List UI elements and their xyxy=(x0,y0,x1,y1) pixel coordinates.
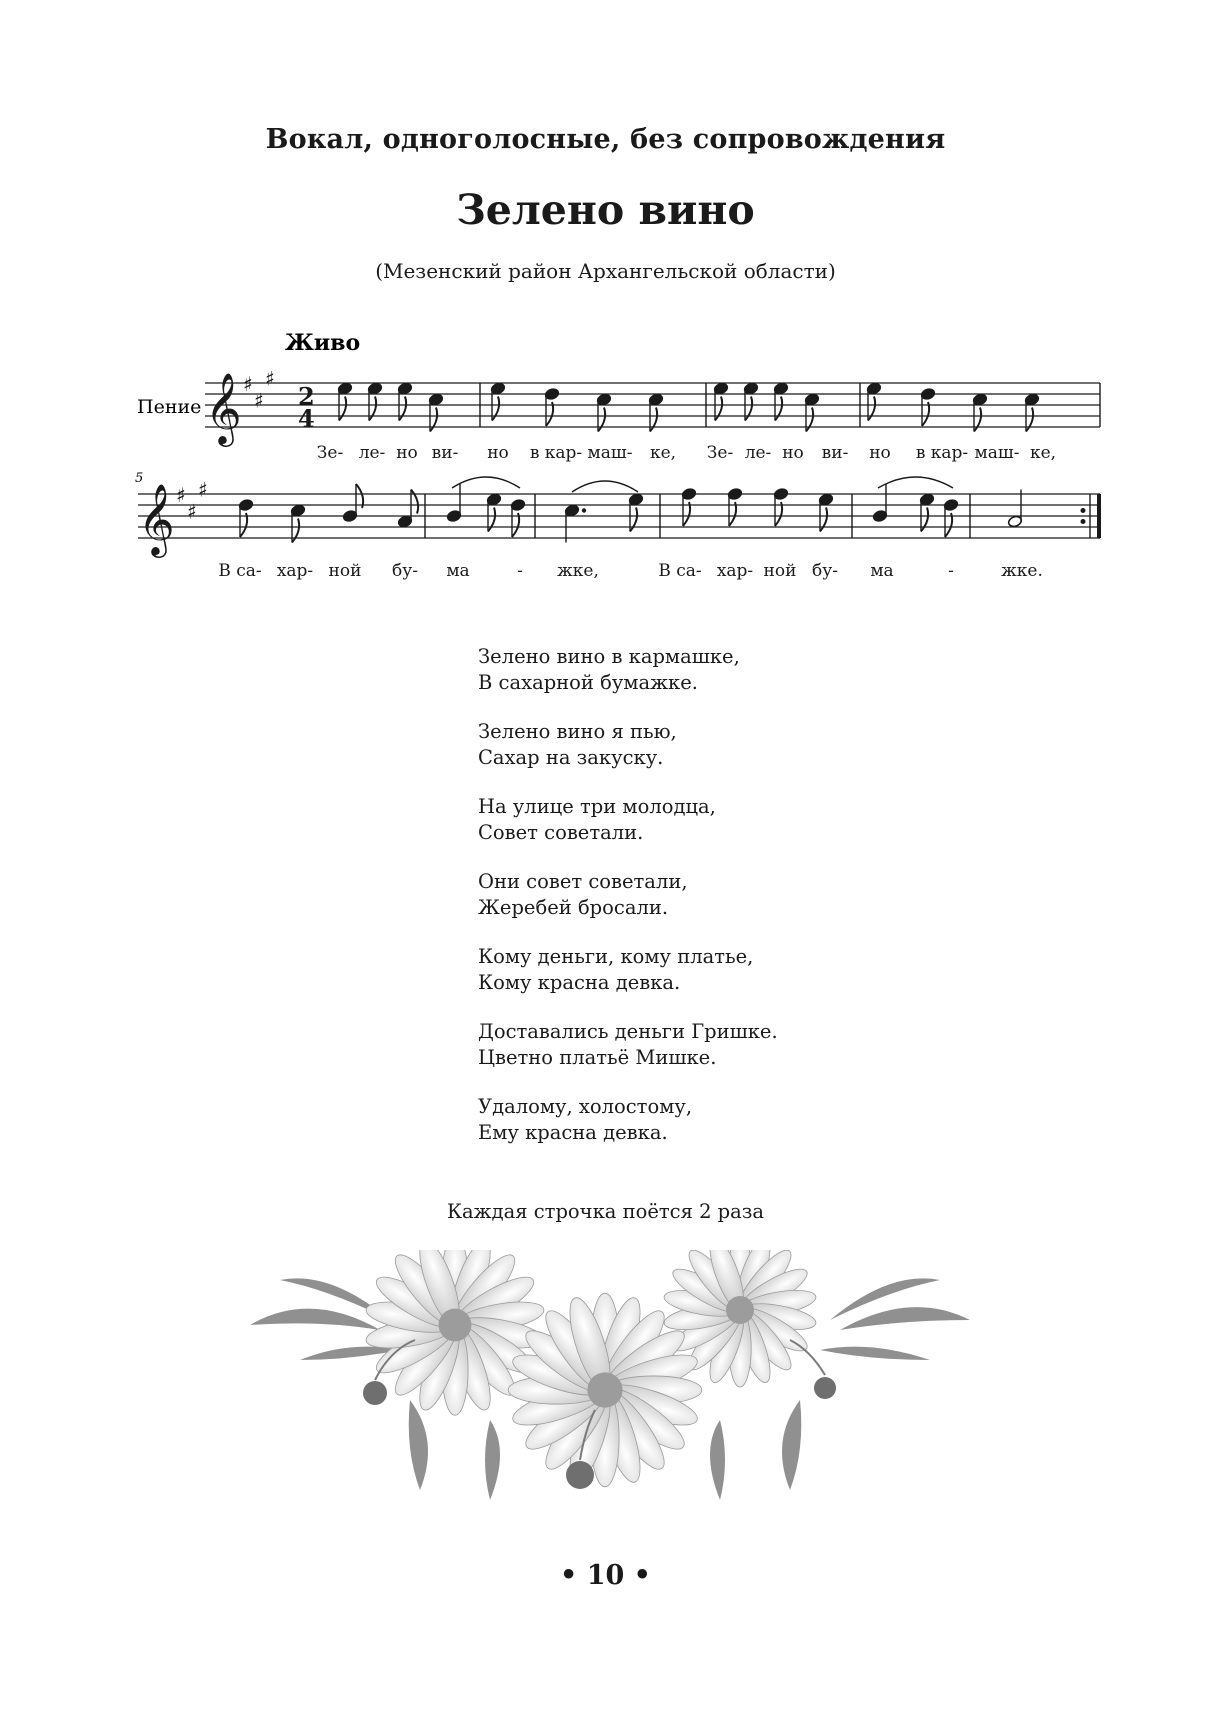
lyric-line: Совет советали. xyxy=(478,821,644,844)
lyric-syllable: жке. xyxy=(1001,561,1043,581)
page-number: • 10 • xyxy=(560,1560,651,1591)
note-flag xyxy=(715,397,722,421)
lyric-line: Кому деньги, кому платье, xyxy=(478,945,754,968)
chamomile-flowers-illustration xyxy=(240,1250,980,1510)
note-flag xyxy=(430,408,437,432)
stanza xyxy=(478,644,778,696)
note-flag xyxy=(292,519,299,543)
note-flag xyxy=(488,508,495,532)
lyric-line: На улице три молодца, xyxy=(478,795,716,818)
lyric-line: Ему красна девка. xyxy=(478,1121,668,1144)
flower-center xyxy=(439,1309,472,1342)
time-signature-bottom: 4 xyxy=(298,404,315,433)
note-flag xyxy=(369,397,376,421)
instrument-label: Пение xyxy=(137,396,202,418)
song-lyrics xyxy=(478,644,778,1169)
note-flag xyxy=(921,508,928,532)
sharp-icon: ♯ xyxy=(198,477,208,502)
note-flag xyxy=(630,508,637,532)
stanza xyxy=(478,794,778,846)
sharp-icon: ♯ xyxy=(176,483,186,507)
lyric-syllable: ной xyxy=(763,561,797,581)
note-flag xyxy=(974,408,981,432)
lyric-syllable: ма xyxy=(870,561,894,581)
treble-clef-icon: 𝄞 xyxy=(205,371,242,444)
lyric-syllable: бу- xyxy=(812,561,838,581)
lyric-line: Кому красна девка. xyxy=(478,971,681,994)
time-signature-top: 2 xyxy=(298,382,315,411)
stanza xyxy=(478,944,778,996)
lyric-syllable: бу- xyxy=(392,561,418,581)
note-flag xyxy=(399,397,406,421)
lyric-syllable: хар- xyxy=(276,561,314,581)
lyric-line: Сахар на закуску. xyxy=(478,746,664,769)
sharp-icon: ♯ xyxy=(243,372,253,396)
lyric-syllable: маш- xyxy=(587,443,633,463)
flower-center xyxy=(587,1372,622,1407)
note-flag xyxy=(806,408,813,432)
lyric-syllable: ке, xyxy=(649,443,677,463)
lyric-syllable: в кар- xyxy=(915,443,969,463)
lyric-line: Зелено вино в кармашке, xyxy=(478,645,740,668)
staff-system-2 xyxy=(138,477,1100,558)
lyric-line: Жеребей бросали. xyxy=(478,896,669,919)
song-origin: (Мезенский район Архангельской области) xyxy=(375,259,836,283)
stanza xyxy=(478,869,778,921)
lyric-syllable: но xyxy=(396,443,418,463)
lyric-syllable: но xyxy=(487,443,509,463)
repeat-dot xyxy=(1081,508,1086,513)
flower-center xyxy=(726,1296,754,1324)
measure-number: 5 xyxy=(135,471,144,486)
lyrics-underlay-2 xyxy=(218,561,1043,581)
lyric-line: Они совет советали, xyxy=(478,870,688,893)
slur xyxy=(572,481,638,492)
augmentation-dot xyxy=(582,508,586,512)
note-flag xyxy=(598,408,605,432)
lyric-syllable: - xyxy=(948,561,954,581)
note-flag xyxy=(411,490,418,514)
lyric-syllable: ле- xyxy=(744,443,772,463)
tempo-marking: Живо xyxy=(285,330,361,356)
lyric-syllable: в кар- xyxy=(529,443,583,463)
stanza xyxy=(478,1094,778,1146)
lyric-syllable: но xyxy=(869,443,891,463)
lyric-line: Доставались деньги Гришке. xyxy=(478,1020,778,1043)
song-title: Зелено вино xyxy=(456,186,755,234)
lyric-syllable: ке, xyxy=(1029,443,1057,463)
lyric-syllable: жке, xyxy=(557,561,599,581)
lyric-line: Цветно платьё Мишке. xyxy=(478,1046,717,1069)
lyric-syllable: но xyxy=(782,443,804,463)
lyrics-underlay-1 xyxy=(317,443,1056,463)
treble-clef-icon: 𝄞 xyxy=(138,482,175,555)
staff-system-1 xyxy=(205,367,1100,448)
lyric-syllable: ви- xyxy=(821,443,849,463)
slur xyxy=(878,477,953,488)
lyric-syllable: ви- xyxy=(431,443,459,463)
note-flag xyxy=(775,397,782,421)
lyric-line: Зелено вино я пью, xyxy=(478,720,677,743)
lyric-syllable: - xyxy=(517,561,523,581)
lyric-syllable: В са- xyxy=(218,561,262,581)
lyric-syllable: ной xyxy=(328,561,362,581)
lyric-syllable: Зе- xyxy=(706,443,734,463)
note-flag xyxy=(339,397,346,421)
stanza xyxy=(478,719,778,771)
note-flag xyxy=(650,408,657,432)
lyric-syllable: ма xyxy=(446,561,470,581)
lyric-syllable: ле- xyxy=(358,443,386,463)
section-title: Вокал, одноголосные, без сопровождения xyxy=(265,124,946,155)
stanza xyxy=(478,1019,778,1071)
repeat-dot xyxy=(1081,519,1086,524)
lyric-syllable: Зе- xyxy=(316,443,344,463)
lyric-line: Удалому, холостому, xyxy=(478,1095,693,1118)
sharp-icon: ♯ xyxy=(187,499,197,524)
music-score xyxy=(0,0,1211,600)
lyric-syllable: хар- xyxy=(716,561,754,581)
note-flag xyxy=(1026,408,1033,432)
note-flag xyxy=(745,397,752,421)
sharp-icon: ♯ xyxy=(254,388,264,413)
sharp-icon: ♯ xyxy=(265,366,275,391)
note-flag xyxy=(492,397,499,421)
note-flag xyxy=(820,508,827,532)
slur xyxy=(452,477,520,488)
note-flag xyxy=(868,397,875,421)
lyric-syllable: В са- xyxy=(658,561,702,581)
lyric-syllable: маш- xyxy=(974,443,1020,463)
repeat-note: Каждая строчка поётся 2 раза xyxy=(446,1200,765,1223)
lyric-line: В сахарной бумажке. xyxy=(478,671,698,694)
